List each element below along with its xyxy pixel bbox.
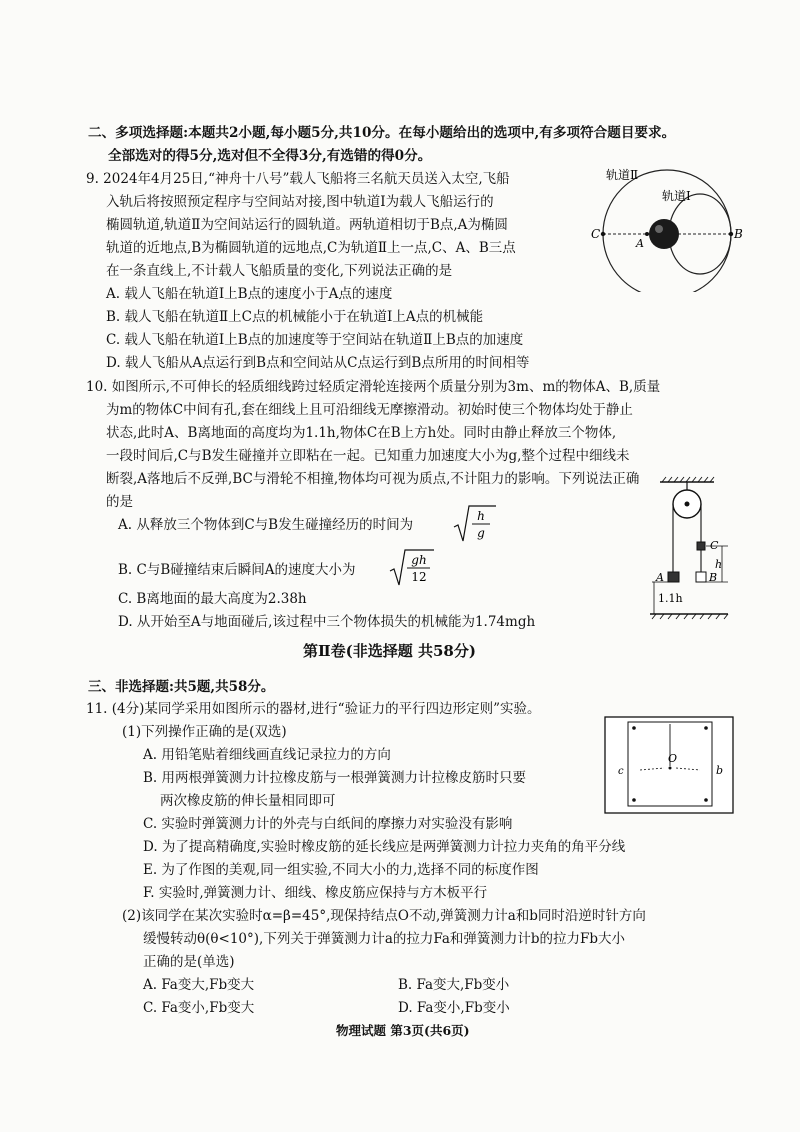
orbit-i-label: 轨道Ⅰ xyxy=(662,189,691,203)
q9-option-d: D. 载人飞船从A点运行到B点和空间站从C点运行到B点所用的时间相等 xyxy=(106,355,530,371)
q11-p1-opt-b-cont: 两次橡皮筋的伸长量相同即可 xyxy=(160,793,336,809)
q9-option-c: C. 载人飞船在轨道Ⅰ上B点的加速度等于空间站在轨道Ⅱ上B点的加速度 xyxy=(106,332,524,348)
q10-option-c: C. B离地面的最大高度为2.38h xyxy=(118,591,307,607)
earth-highlight xyxy=(655,225,663,233)
sqrt-h-over-g xyxy=(452,503,498,545)
block-c xyxy=(697,542,705,550)
q9-line-1: 9. 2024年4月25日,“神舟十八号”载人飞船将三名航天员送入太空,飞船 xyxy=(86,171,510,187)
section3-title: 三、非选择题:共5题,共58分。 xyxy=(88,679,275,695)
q11-p1-opt-c: C. 实验时弹簧测力计的外壳与白纸间的摩擦力对实验没有影响 xyxy=(143,816,513,832)
block-a xyxy=(668,572,679,582)
q10-line-4: 一段时间后,C与B发生碰撞并立即粘在一起。已知重力加速度大小为g,整个过程中细线未 xyxy=(106,448,630,464)
fig-label-h: h xyxy=(715,558,723,571)
q11-part2-line-3: 正确的是(单选) xyxy=(143,954,235,970)
q11-p1-opt-a: A. 用铅笔贴着细线画直线记录拉力的方向 xyxy=(143,747,391,763)
q9-line-3: 椭圆轨道,轨道Ⅱ为空间站运行的圆轨道。两轨道相切于B点,A为椭圆 xyxy=(106,217,508,233)
frac-num-gh: gh xyxy=(411,553,427,567)
q11-part2-line-1: (2)该同学在某次实验时α=β=45°,现保持结点O不动,弹簧测力计a和b同时沿逆时针方向 xyxy=(122,908,646,924)
earth xyxy=(649,219,679,249)
label-c: C xyxy=(591,227,601,241)
section2-title-cont: 全部选对的得5分,选对但不全得3分,有选错的得0分。 xyxy=(108,148,432,164)
q11-intro: 11. (4分)某同学采用如图所示的器材,进行“验证力的平行四边形定则”实验。 xyxy=(86,701,541,717)
q11-p2-opt-a: A. Fa变大,Fb变大 xyxy=(143,977,255,993)
pulley-figure xyxy=(630,476,730,626)
knot-o xyxy=(669,767,672,770)
frac-num-h: h xyxy=(477,509,485,523)
block-b xyxy=(696,572,706,582)
ceiling-hatch xyxy=(662,477,714,482)
point-b-dot xyxy=(729,232,733,236)
q11-p2-opt-c: C. Fa变小,Fb变大 xyxy=(143,1000,255,1016)
q10-option-b: B. C与B碰撞结束后瞬间A的速度大小为 xyxy=(118,562,356,578)
fig-label-b: B xyxy=(709,571,718,584)
label-b: B xyxy=(734,227,743,241)
q9-line-5: 在一条直线上,不计载人飞船质量的变化,下列说法正确的是 xyxy=(106,263,453,279)
q9-option-a: A. 载人飞船在轨道Ⅰ上B点的速度小于A点的速度 xyxy=(106,286,393,302)
fig-label-c: C xyxy=(710,539,719,552)
wood-board xyxy=(605,717,733,813)
q11-p1-opt-d: D. 为了提高精确度,实验时橡皮筋的延长线应是两弹簧测力计拉力夹角的角平分线 xyxy=(143,839,626,855)
q11-part1: (1)下列操作正确的是(双选) xyxy=(122,724,287,740)
q11-p1-opt-e: E. 为了作图的美观,同一组实验,不同大小的力,选择不同的标度作图 xyxy=(143,862,539,878)
pin-tl xyxy=(632,726,636,730)
orbit-figure xyxy=(588,162,748,292)
orbit-ii-label: 轨道Ⅱ xyxy=(606,168,639,182)
q10-line-5: 断裂,A落地后不反弹,BC与滑轮不相撞,物体均可视为质点,不计阻力的影响。下列说法正确 xyxy=(106,471,640,487)
q10-line-2: 为m的物体C中间有孔,套在细线上且可沿细线无摩擦滑动。初始时使三个物体均处于静止 xyxy=(106,402,633,418)
section2-title: 二、多项选择题:本题共2小题,每小题5分,共10分。在每小题给出的选项中,有多项符合题目要求。 xyxy=(88,125,676,141)
part2-title: 第Ⅱ卷(非选择题 共58分) xyxy=(303,642,476,660)
sqrt-gh-over-12 xyxy=(388,547,436,589)
board-figure xyxy=(604,716,736,816)
frac-den-12: 12 xyxy=(411,570,427,584)
pin-bl xyxy=(632,798,636,802)
q10-line-3: 状态,此时A、B离地面的高度均为1.1h,物体C在B上方h处。同时由静止释放三个物体, xyxy=(106,425,617,441)
frac-den-g: g xyxy=(477,526,485,540)
pin-tr xyxy=(704,726,708,730)
q9-line-2: 入轨后将按照预定程序与空间站对接,图中轨道Ⅰ为载人飞船运行的 xyxy=(106,194,494,210)
q10-option-d: D. 从开始至A与地面碰后,该过程中三个物体损失的机械能为1.74mgh xyxy=(118,614,536,630)
q11-p1-opt-f: F. 实验时,弹簧测力计、细线、橡皮筋应保持与方木板平行 xyxy=(143,885,488,901)
fig-label-1-1h: 1.1h xyxy=(658,592,683,605)
q10-line-1: 10. 如图所示,不可伸长的轻质细线跨过轻质定滑轮连接两个质量分别为3m、m的物体A、B,质量 xyxy=(86,379,661,395)
pulley-center xyxy=(685,502,690,507)
q9-line-4: 轨道的近地点,B为椭圆轨道的远地点,C为轨道Ⅱ上一点,C、A、B三点 xyxy=(106,240,516,256)
page-footer: 物理试题 第3页(共6页) xyxy=(336,1023,470,1038)
ground-hatch xyxy=(652,614,728,619)
label-a: A xyxy=(636,237,644,250)
point-c-dot xyxy=(601,232,605,236)
point-a-dot xyxy=(645,232,649,236)
pin-br xyxy=(704,798,708,802)
q10-option-a: A. 从释放三个物体到C与B发生碰撞经历的时间为 xyxy=(118,517,414,533)
q9-option-b: B. 载人飞船在轨道Ⅱ上C点的机械能小于在轨道Ⅰ上A点的机械能 xyxy=(106,309,484,325)
fig-label-o: O xyxy=(668,752,678,765)
q11-p1-opt-b: B. 用两根弹簧测力计拉橡皮筋与一根弹簧测力计拉橡皮筋时只要 xyxy=(143,770,527,786)
fig-label-b: b xyxy=(716,764,724,777)
q11-p2-opt-d: D. Fa变小,Fb变小 xyxy=(398,1000,510,1016)
q11-part2-line-2: 缓慢转动θ(θ<10°),下列关于弹簧测力计a的拉力Fa和弹簧测力计b的拉力Fb大小 xyxy=(143,931,626,947)
fig-label-a: A xyxy=(656,571,664,584)
q11-p2-opt-b: B. Fa变大,Fb变小 xyxy=(398,977,510,993)
q10-line-6: 的是 xyxy=(106,494,133,510)
fig-label-c: c xyxy=(618,766,624,777)
